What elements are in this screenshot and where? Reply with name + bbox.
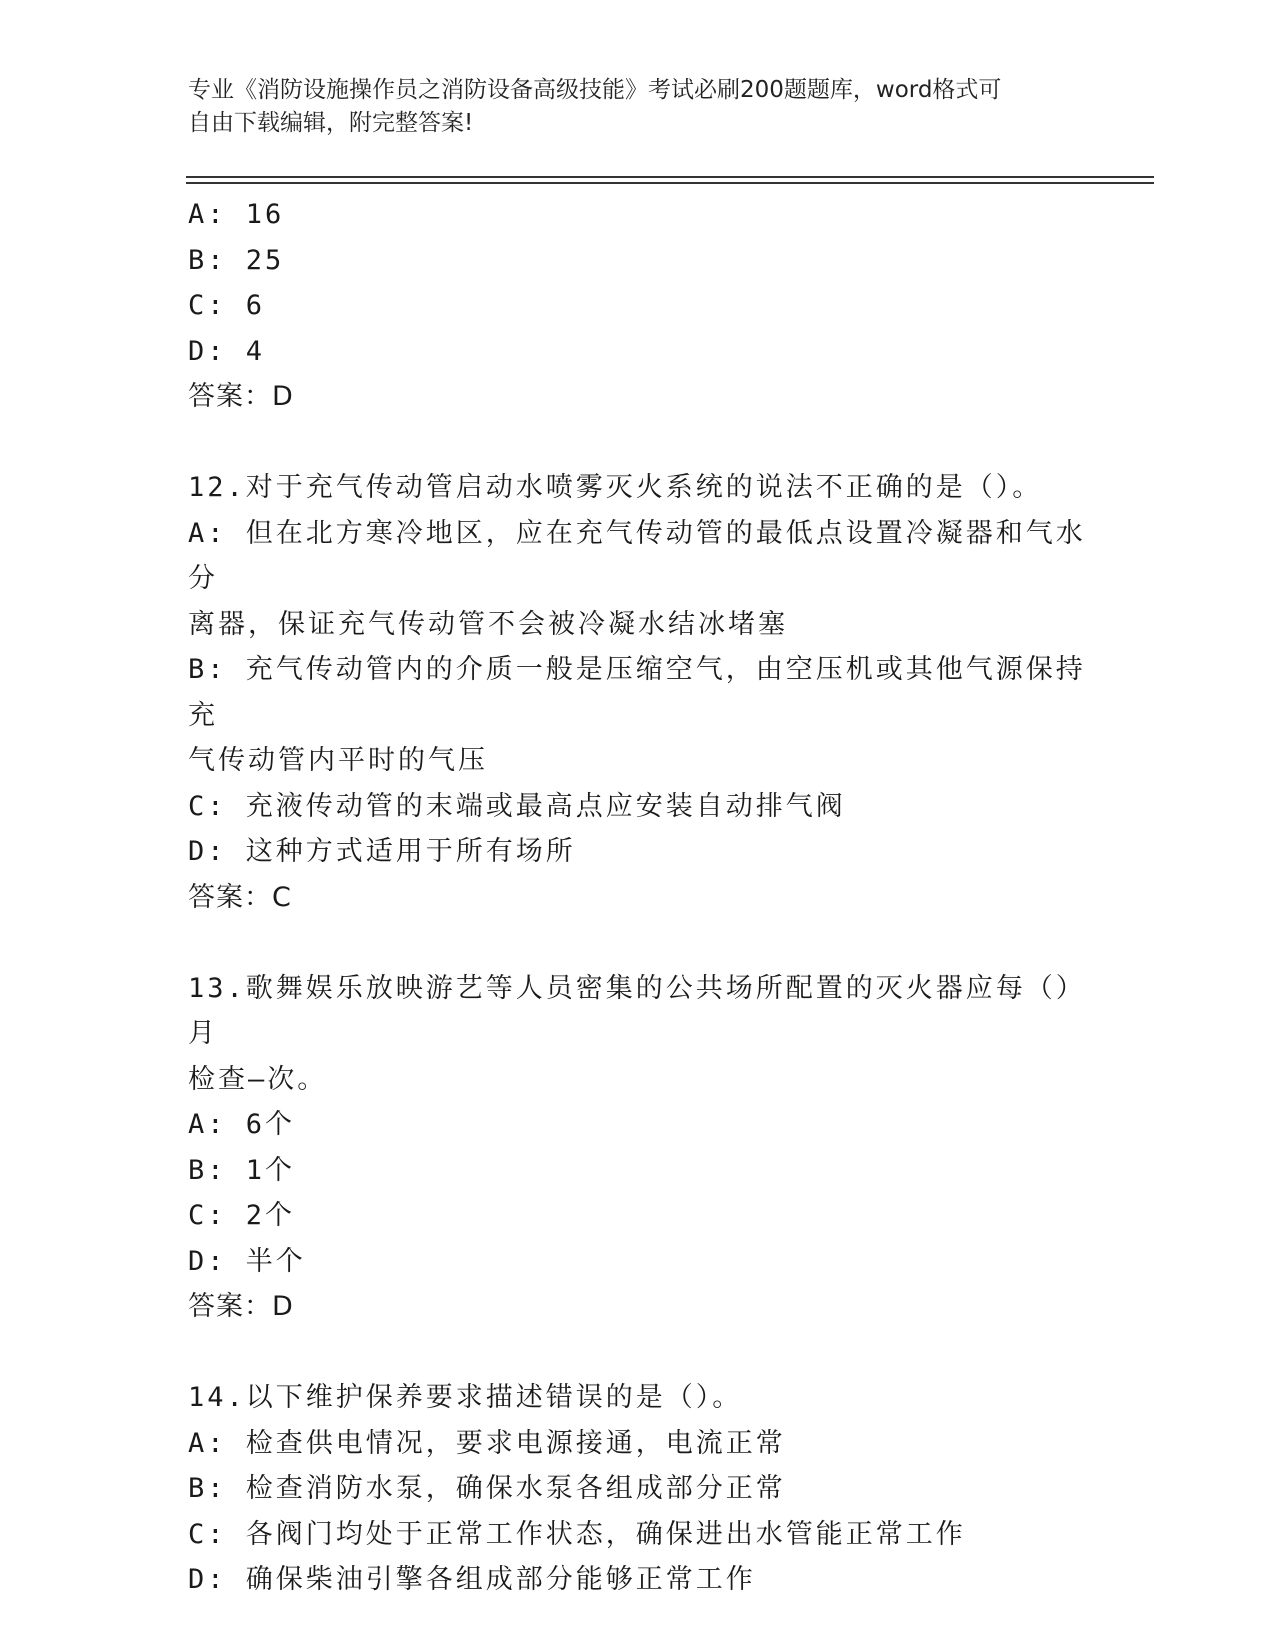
option-c: C: 各阀门均处于正常工作状态，确保进出水管能正常工作: [188, 1518, 966, 1550]
question-text: 13.歌舞娱乐放映游艺等人员密集的公共场所配置的灭火器应每（）月: [188, 972, 1086, 1049]
option-a: A: 检查供电情况，要求电源接通，电流正常: [188, 1427, 786, 1459]
option-b: B: 25: [188, 244, 285, 276]
answer-line: 答案：D: [188, 1291, 294, 1322]
option-d: D: 这种方式适用于所有场所: [188, 836, 576, 867]
question-12: [188, 465, 1088, 920]
option-d: D: 4: [188, 335, 266, 367]
header-title-line-1: 专业《消防设施操作员之消防设备高级技能》考试必刷200题题库，word格式可: [188, 77, 1002, 103]
question-text-continued: 检查—次。: [188, 1063, 328, 1095]
question-14: [188, 1375, 1088, 1603]
option-c: C: 充液传动管的末端或最高点应安装自动排气阀: [188, 790, 846, 822]
option-b: B: 检查消防水泵，确保水泵各组成部分正常: [188, 1473, 786, 1504]
option-c: C: 2个: [188, 1200, 296, 1231]
prev-question-block: [188, 192, 1088, 420]
answer-line: 答案：C: [188, 881, 292, 913]
option-a: A: 但在北方寒冷地区，应在充气传动管的最低点设置冷凝器和气水分: [188, 517, 1086, 594]
header-divider-bottom: [186, 182, 1154, 184]
option-d: D: 半个: [188, 1245, 306, 1277]
question-content: [188, 192, 1088, 1603]
option-b: B: 充气传动管内的介质一般是压缩空气，由空压机或其他气源保持充: [188, 654, 1086, 731]
option-d: D: 确保柴油引擎各组成部分能够正常工作: [188, 1564, 756, 1595]
question-text: 14.以下维护保养要求描述错误的是（）。: [188, 1382, 743, 1413]
document-header: [188, 74, 1068, 140]
question-13: [188, 966, 1088, 1330]
answer-line: 答案：D: [188, 381, 294, 412]
option-a: A: 16: [188, 199, 285, 230]
option-c: C: 6: [188, 290, 266, 321]
option-b: B: 1个: [188, 1154, 296, 1186]
question-text: 12.对于充气传动管启动水喷雾灭火系统的说法不正确的是（）。: [188, 472, 1043, 503]
option-b-continued: 气传动管内平时的气压: [188, 745, 488, 776]
option-a-continued: 离器，保证充气传动管不会被冷凝水结冰堵塞: [188, 608, 788, 640]
option-a: A: 6个: [188, 1109, 296, 1140]
header-divider-top: [186, 176, 1154, 178]
header-title-line-2: 自由下载编辑，附完整答案!: [188, 110, 474, 136]
